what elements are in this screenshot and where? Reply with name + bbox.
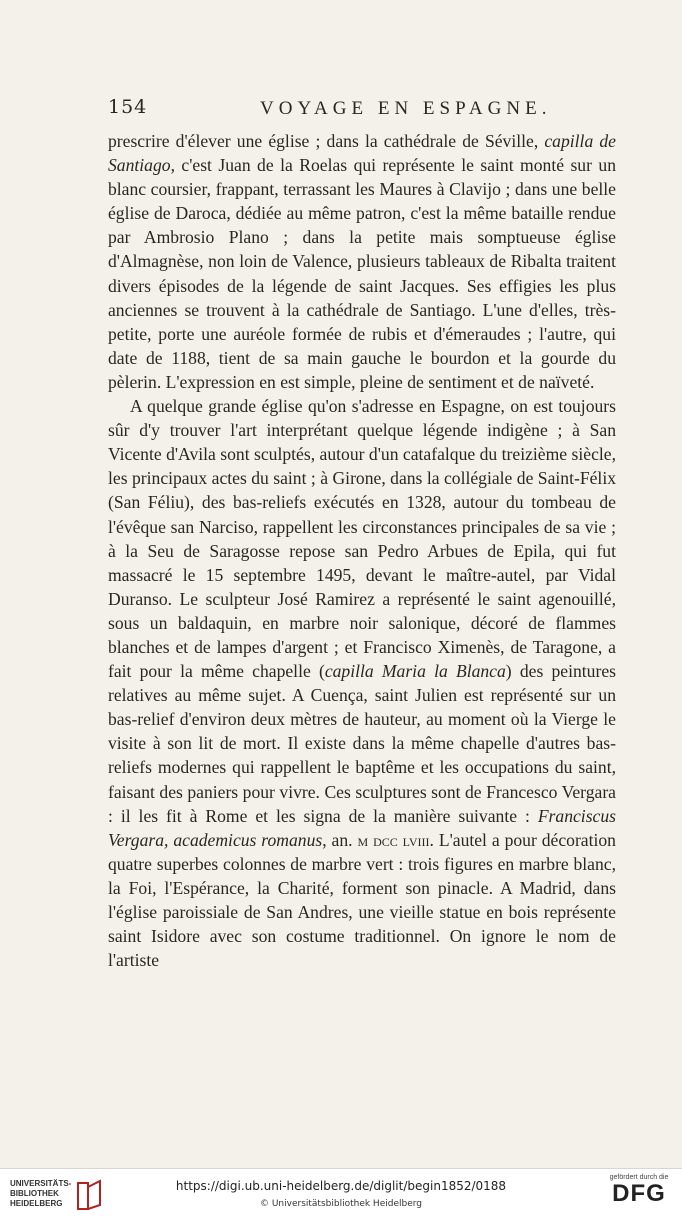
- body-text: [108, 129, 616, 972]
- permalink-url[interactable]: https://digi.ub.uni-heidelberg.de/diglit/begin1852/0188: [175, 1179, 507, 1193]
- viewer-footer: [0, 1168, 682, 1220]
- paragraph-1: [108, 129, 616, 394]
- italic-phrase: Franciscus Vergara, academicus romanus: [108, 805, 616, 850]
- page-number: 154: [108, 96, 148, 118]
- text-run: prescrire d'élever une église ; dans la cathédrale de Séville,: [108, 131, 545, 151]
- dfg-wordmark: DFG: [612, 1180, 666, 1207]
- italic-phrase: capilla Maria la Blanca: [324, 661, 506, 682]
- dfg-caption: gefördert durch die: [609, 1174, 669, 1181]
- dfg-logo[interactable]: [606, 1174, 672, 1214]
- text-run: . L'autel a pour décoration quatre superbes colonnes de marbre vert : trois figures en marbre blanc, la Foi, l'Espérance, la Charité, forment son pinacle. A Madrid, dans l'église paroissiale de San Andres, une vieille statue en bois représente saint Isidore avec son costume traditionnel. On ignore le nom de l'artiste: [108, 829, 616, 971]
- running-head: [108, 96, 628, 122]
- copyright-notice: © Universitätsbibliothek Heidelberg: [259, 1199, 422, 1209]
- running-title: VOYAGE EN ESPAGNE.: [260, 98, 552, 119]
- text-run: , an.: [322, 829, 358, 850]
- paragraph-2: [108, 394, 616, 972]
- italic-phrase: capilla de Santiago: [108, 131, 616, 176]
- library-name: UNIVERSITÄTS- BIBLIOTHEK HEIDELBERG: [10, 1179, 72, 1208]
- text-run: ) des peintures relatives au même sujet. A Cuença, saint Julien est représenté sur un bas-relief d'environ deux mètres de hauteur, au moment où la Vierge le visite à son lit de mort. Il existe dans la même chapelle d'autres bas-reliefs modernes qui rappellent le baptême et les occupations du saint, faisant des paniers pour vivre. Ces sculptures sont de Francesco Vergara : il les fit à Rome et les signa de la manière suivante :: [108, 661, 616, 826]
- text-run: A quelque grande église qu'on s'adresse en Espagne, on est toujours sûr d'y trouver l'art interprétant quelque légende indigène ; à San Vicente d'Avila sont sculptés, autour d'un catafalque du treizième siècle, les principaux actes du saint ; à Girone, dans la collégiale de Saint-Félix (San Féliu), des bas-reliefs exécutés en 1328, autour du tombeau de l'évêque san Narciso, rappellent les circonstances principales de sa vie ; à la Seu de Saragosse repose san Pedro Arbues de Epila, qui fut massacré le 15 septembre 1495, devant le maître-autel, par Vidal Duranso. Le sculpteur José Ramirez a représenté le saint agenouillé, sous un baldaquin, en marbre noir salonique, décoré de flammes blanches et de lampes d'argent ; et Francisco Ximenès, de Taragone, a fait pour la même chapelle (: [108, 396, 616, 682]
- roman-numeral: m dcc lviii: [357, 829, 430, 850]
- text-run: , c'est Juan de la Roelas qui représente le saint monté sur un blanc coursier, frappant, terrassant les Maures à Clavijo ; dans une belle église de Daroca, dédiée au même patron, c'est la même bataille rendue par Ambrosio Plano ; dans la petite mais somptueuse église d'Almagnèse, non loin de Valence, plusieurs tableaux de Ribalta traitent divers épisodes de la légende de saint Jacques. Ses effigies les plus anciennes se trouvent à la cathédrale de Santiago. L'une d'elles, très-petite, porte une auréole formée de rubis et d'émeraudes ; l'autre, qui date de 1188, tient de sa main gauche le bourdon et la gourde du pèlerin. L'expression en est simple, pleine de sentiment et de naïveté.: [108, 155, 616, 392]
